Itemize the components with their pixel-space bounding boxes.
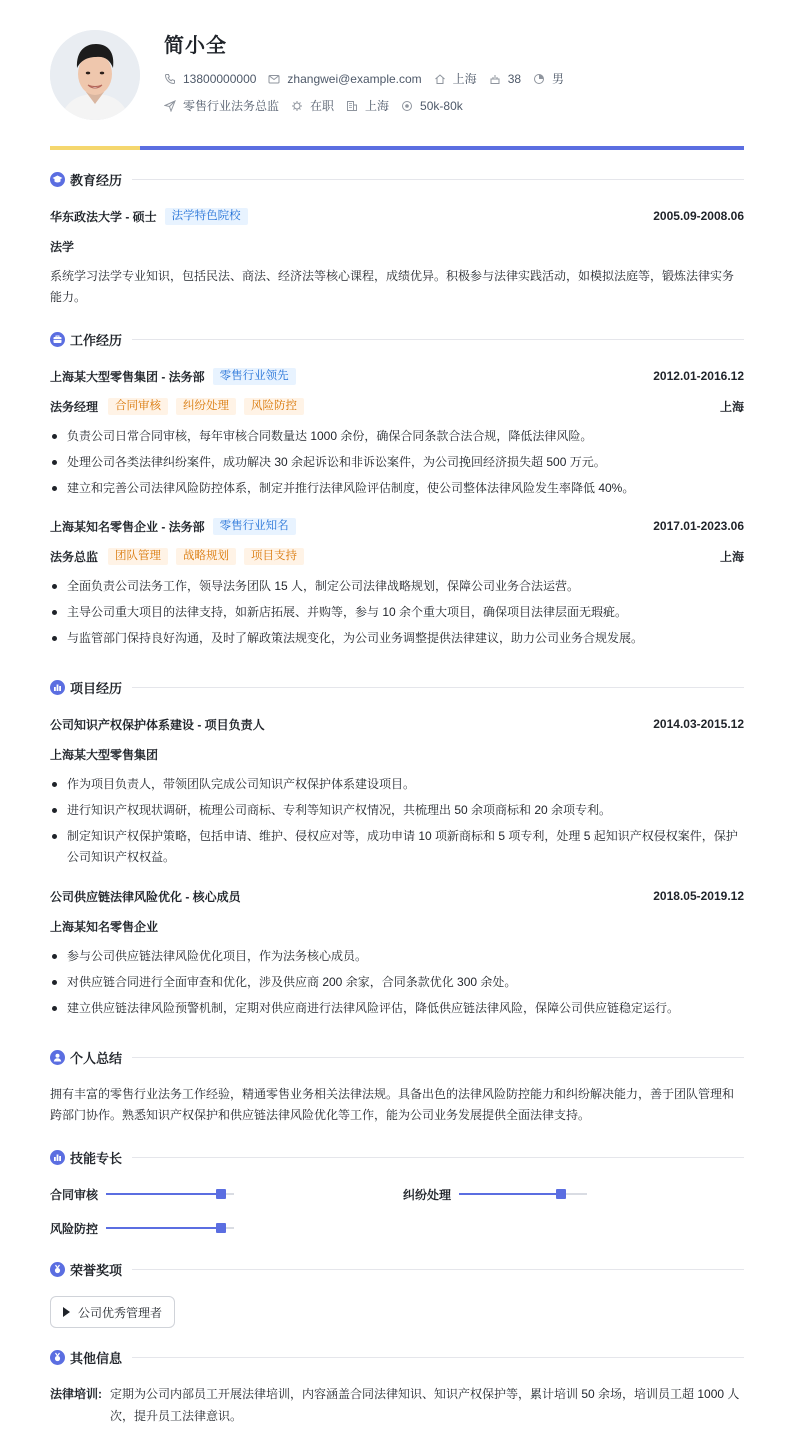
job-role-row (50, 397, 744, 415)
job-company-row (50, 517, 744, 535)
education-major-row (50, 237, 744, 255)
other-label: 法律培训: (50, 1387, 102, 1401)
phone-icon (164, 73, 176, 85)
skill-bar-fill (459, 1193, 561, 1195)
header-divider-accent (50, 146, 140, 150)
skill-bar-fill (106, 1227, 221, 1229)
major: 法学 (50, 239, 75, 254)
job-company-row (50, 367, 744, 385)
list-item: 制定知识产权保护策略，包括申请、维护、侵权应对等，成功申请 10 项新商标和 5 项专利，处理 5 起知识产权侵权案件，保护公司知识产权权益。 (50, 826, 744, 868)
project-org: 上海某知名零售企业 (50, 919, 159, 934)
education-period: 2005.09-2008.06 (653, 209, 744, 223)
section-line (132, 339, 744, 340)
other-info-row (50, 1383, 744, 1427)
section-projects (50, 678, 744, 696)
job-role: 法务总监 (50, 549, 99, 564)
briefcase-icon (50, 332, 65, 347)
section-other (50, 1348, 744, 1366)
education-school-row (50, 207, 744, 225)
status-icon (291, 100, 303, 112)
project-name-row (50, 715, 744, 733)
skill-tag: 风险防控 (244, 398, 304, 415)
status-item (291, 97, 334, 114)
list-item: 建立和完善公司法律风险防控体系，制定并推行法律风险评估制度，使公司整体法律风险发生率降低 40%。 (50, 478, 744, 499)
section-line (132, 687, 744, 688)
section-education (50, 170, 744, 188)
section-title: 教育经历 (70, 172, 123, 188)
skill-item (50, 1186, 234, 1202)
home-icon (434, 73, 446, 85)
job-bullets (50, 576, 744, 654)
skill-bar-knob (556, 1189, 566, 1199)
skill-name: 合同审核 (50, 1187, 99, 1202)
list-item: 参与公司供应链法律风险优化项目，作为法务核心成员。 (50, 946, 744, 967)
job-period: 2017.01-2023.06 (653, 519, 744, 533)
skill-name: 纠纷处理 (403, 1187, 452, 1202)
list-item: 建立供应链法律风险预警机制，定期对供应商进行法律风险评估，降低供应链法律风险，保障公司供应链稳定运行。 (50, 998, 744, 1019)
section-line (132, 1269, 744, 1270)
graduation-cap-icon (50, 172, 65, 187)
location-text: 上海 (452, 72, 477, 86)
project-name: 公司知识产权保护体系建设 - 项目负责人 (50, 717, 265, 732)
project-org-row (50, 745, 744, 763)
job-city: 上海 (719, 399, 744, 414)
phone-text: 13800000000 (183, 71, 257, 86)
school-name: 华东政法大学 - 硕士 (50, 209, 157, 224)
skill-bar (106, 1193, 234, 1195)
section-summary (50, 1048, 744, 1066)
skill-bar (459, 1193, 587, 1195)
list-item: 进行知识产权现状调研，梳理公司商标、专利等知识产权情况，共梳理出 50 余项商标和 20 余项专利。 (50, 800, 744, 821)
section-work (50, 330, 744, 348)
list-item: 对供应链合同进行全面审查和优化，涉及供应商 200 余家，合同条款优化 300 余处。 (50, 972, 744, 993)
target-city-text: 上海 (365, 99, 390, 113)
section-skills (50, 1148, 744, 1166)
skill-bar (106, 1227, 234, 1229)
company-tag: 零售行业领先 (213, 368, 296, 385)
gender-icon (533, 73, 545, 85)
send-icon (164, 100, 176, 112)
skill-tag: 纠纷处理 (176, 398, 236, 415)
skill-bar-fill (106, 1193, 221, 1195)
avatar (50, 30, 140, 120)
job-period: 2012.01-2016.12 (653, 369, 744, 383)
education-description: 系统学习法学专业知识，包括民法、商法、经济法等核心课程，成绩优异。积极参与法律实践活动，如模拟法庭等，锻炼法律实务能力。 (50, 269, 735, 304)
project-org: 上海某大型零售集团 (50, 747, 159, 762)
skill-bar-knob (216, 1189, 226, 1199)
position-text: 零售行业法务总监 (183, 99, 280, 113)
skill-tag: 合同审核 (108, 398, 168, 415)
skill-tag: 团队管理 (108, 548, 168, 565)
award-item (50, 1296, 175, 1328)
section-line (132, 179, 744, 180)
position-item (164, 97, 279, 114)
project-name-row (50, 887, 744, 905)
project-period: 2014.03-2015.12 (653, 717, 744, 731)
header-divider (50, 146, 744, 150)
company-name: 上海某知名零售企业 - 法务部 (50, 519, 205, 534)
section-line (132, 1057, 744, 1058)
project-period: 2018.05-2019.12 (653, 889, 744, 903)
job-city: 上海 (719, 549, 744, 564)
cake-icon (489, 73, 501, 85)
company-name: 上海某大型零售集团 - 法务部 (50, 369, 205, 384)
medal-icon (50, 1350, 65, 1365)
job-role: 法务经理 (50, 399, 99, 414)
career-row (164, 97, 475, 114)
skill-bar-knob (216, 1223, 226, 1233)
section-title: 其他信息 (70, 1350, 123, 1366)
list-item: 主导公司重大项目的法律支持，如新店拓展、并购等，参与 10 余个重大项目，确保项目法律层面无瑕疵。 (50, 602, 744, 623)
section-title: 技能专长 (70, 1150, 123, 1166)
target-city-item (346, 97, 389, 114)
salary-text: 50k-80k (420, 98, 463, 113)
skill-item (50, 1220, 234, 1236)
section-title: 个人总结 (70, 1050, 123, 1066)
list-item: 全面负责公司法务工作，领导法务团队 15 人，制定公司法律战略规划，保障公司业务合法运营。 (50, 576, 744, 597)
building-icon (346, 100, 358, 112)
other-text: 定期为公司内部员工开展法律培训，内容涵盖合同法律知识、知识产权保护等，累计培训 50 余场，培训员工超 1000 人次，提升员工法律意识。 (110, 1387, 740, 1423)
gender-text: 男 (552, 72, 565, 86)
gender-item (533, 70, 564, 87)
project-bullets (50, 946, 744, 1024)
section-line (132, 1157, 744, 1158)
skill-name: 风险防控 (50, 1221, 99, 1236)
company-tag: 零售行业知名 (213, 518, 296, 535)
mail-icon (268, 73, 280, 85)
list-item: 负责公司日常合同审核，每年审核合同数量达 1000 余份，确保合同条款合法合规，降低法律风险。 (50, 426, 744, 447)
section-line (132, 1357, 744, 1358)
job-role-row (50, 547, 744, 565)
phone-item (164, 72, 256, 86)
summary-text: 拥有丰富的零售行业法务工作经验，精通零售业务相关法律法规。具备出色的法律风险防控能力和纠纷解决能力，善于团队管理和跨部门协作。熟悉知识产权保护和供应链法律风险优化等工作，能为公司业务发展提供全面法律支持。 (50, 1087, 735, 1122)
skill-item (403, 1186, 587, 1202)
salary-item (401, 99, 463, 113)
candidate-name: 简小全 (164, 35, 227, 57)
play-triangle-icon (63, 1307, 70, 1317)
email-item (268, 72, 421, 86)
section-honors (50, 1260, 744, 1278)
bar-chart-icon (50, 680, 65, 695)
project-org-row (50, 917, 744, 935)
project-name: 公司供应链法律风险优化 - 核心成员 (50, 889, 241, 904)
status-text: 在职 (310, 99, 335, 113)
skill-tag: 项目支持 (244, 548, 304, 565)
project-bullets (50, 774, 744, 873)
coin-icon (401, 100, 413, 112)
email-text: zhangwei@example.com (287, 71, 422, 86)
user-icon (50, 1050, 65, 1065)
award-name: 公司优秀管理者 (78, 1305, 163, 1320)
section-title: 工作经历 (70, 332, 123, 348)
location-item (434, 70, 477, 87)
list-item: 处理公司各类法律纠纷案件，成功解决 30 余起诉讼和非诉讼案件，为公司挽回经济损失超 500 万元。 (50, 452, 744, 473)
age-text: 38 (507, 71, 522, 86)
job-bullets (50, 426, 744, 504)
list-item: 作为项目负责人，带领团队完成公司知识产权保护体系建设项目。 (50, 774, 744, 795)
school-tag: 法学特色院校 (165, 208, 248, 225)
age-item (489, 72, 521, 86)
skill-tag: 战略规划 (176, 548, 236, 565)
section-title: 项目经历 (70, 680, 123, 696)
list-item: 与监管部门保持良好沟通，及时了解政策法规变化，为公司业务调整提供法律建议，助力公司业务合规发展。 (50, 628, 744, 649)
bar-chart-icon (50, 1150, 65, 1165)
section-title: 荣誉奖项 (70, 1262, 123, 1278)
resume-header (50, 30, 744, 120)
medal-icon (50, 1262, 65, 1277)
contact-row (164, 70, 576, 87)
